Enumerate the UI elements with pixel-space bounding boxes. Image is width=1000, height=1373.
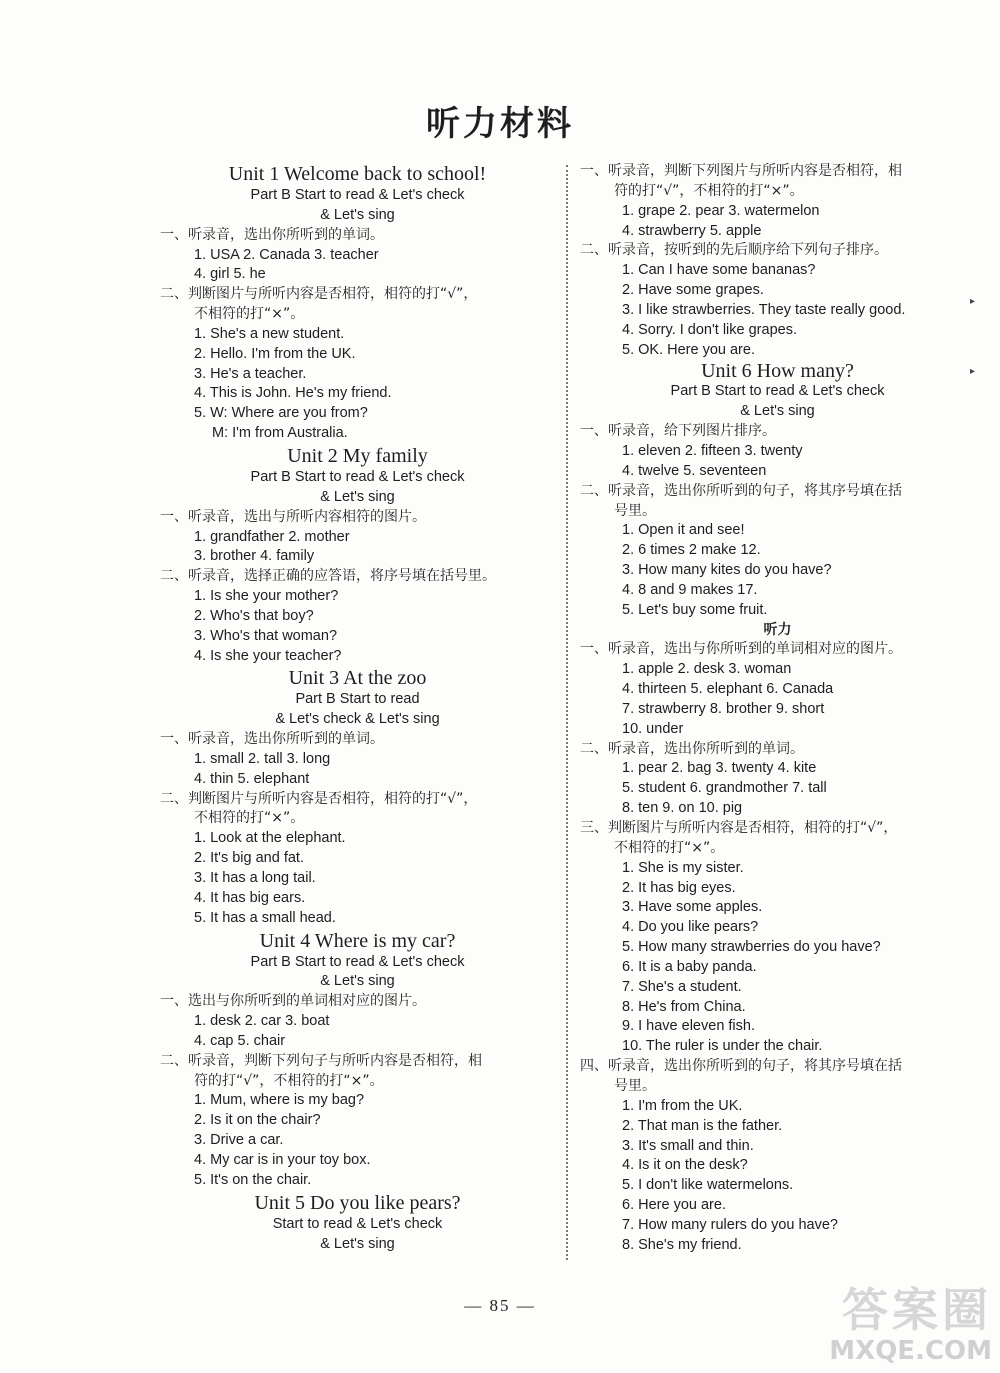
list-item: 4. My car is in your toy box. [194, 1151, 371, 1168]
list-item: 1. She is my sister. [622, 859, 744, 876]
list-item: 4. twelve 5. seventeen [622, 462, 767, 479]
list-item: 5. OK. Here you are. [622, 341, 755, 358]
list-item: 1. I'm from the UK. [622, 1097, 743, 1114]
column-divider [566, 165, 568, 1260]
list-item: 1. apple 2. desk 3. woman [622, 661, 792, 678]
list-item: 5. Let's buy some fruit. [622, 601, 768, 618]
list-item: 2. 6 times 2 make 12. [622, 542, 761, 559]
question-instruction: 一、听录音，选出与你所听到的单词相对应的图片。 [580, 641, 902, 658]
part-subheading: Start to read & Let's check [272, 1215, 443, 1232]
list-item: 6. It is a baby panda. [622, 958, 757, 975]
left-column [160, 162, 555, 1254]
list-item: 2. Have some grapes. [622, 282, 764, 299]
list-item: 4. Is it on the desk? [622, 1157, 748, 1174]
list-item: 5. student 6. grandmother 7. tall [622, 780, 827, 797]
list-item: 5. It's on the chair. [194, 1171, 312, 1188]
part-subheading: Part B Start to read & Let's check [670, 383, 885, 400]
part-subheading: & Let's sing [320, 488, 395, 505]
part-subheading: & Let's sing [320, 973, 395, 990]
list-item: 5. W: Where are you from? [194, 405, 368, 422]
part-subheading: & Let's sing [320, 1235, 395, 1252]
list-item: 2. It's big and fat. [194, 850, 304, 867]
list-item: 3. Who's that woman? [194, 627, 338, 644]
list-item: 2. Hello. I'm from the UK. [194, 345, 356, 362]
list-item: 3. Have some apples. [622, 899, 763, 916]
watermark-bottom: MXQE.COM [829, 1336, 992, 1366]
question-instruction-cont: 不相符的打“×”。 [614, 839, 725, 856]
part-subheading: & Let's sing [740, 403, 815, 420]
list-item: 1. eleven 2. fifteen 3. twenty [622, 442, 803, 459]
question-instruction-cont: 不相符的打“×”。 [194, 810, 305, 827]
list-item: 4. cap 5. chair [194, 1032, 286, 1049]
question-instruction: 二、听录音，选择正确的应答语，将序号填在括号里。 [160, 568, 496, 585]
question-instruction: 二、听录音，选出你所听到的单词。 [580, 740, 804, 757]
unit-heading: Unit 2 My family [287, 444, 428, 467]
section-heading: 听力 [763, 621, 792, 638]
list-item: 1. Look at the elephant. [194, 830, 346, 847]
page-title: 听力材料 [426, 104, 574, 144]
question-instruction: 四、听录音，选出你所听到的句子，将其序号填在括 [580, 1058, 902, 1075]
list-item: 5. It has a small head. [194, 909, 336, 926]
list-item: 7. strawberry 8. brother 9. short [622, 700, 825, 717]
question-instruction: 一、听录音，选出你所听到的单词。 [160, 731, 384, 748]
list-item: 4. Do you like pears? [622, 919, 759, 936]
unit-heading: Unit 6 How many? [701, 360, 854, 383]
question-instruction: 二、判断图片与所听内容是否相符，相符的打“√”， [160, 286, 478, 303]
list-item: 10. The ruler is under the chair. [622, 1038, 823, 1055]
list-item: M: I'm from Australia. [212, 425, 348, 442]
list-item: 3. It's small and thin. [622, 1137, 754, 1154]
question-instruction-cont: 号里。 [614, 502, 656, 519]
list-item: 1. Mum, where is my bag? [194, 1092, 365, 1109]
list-item: 3. It has a long tail. [194, 870, 316, 886]
list-item: 9. I have eleven fish. [622, 1018, 755, 1035]
list-item: 2. Who's that boy? [194, 607, 314, 624]
list-item: 8. ten 9. on 10. pig [622, 800, 743, 817]
list-item: 1. grape 2. pear 3. watermelon [622, 202, 820, 219]
list-item: 1. grandfather 2. mother [194, 528, 350, 545]
list-item: 3. I like strawberries. They taste really good. [622, 301, 906, 318]
list-item: 3. How many kites do you have? [622, 562, 832, 579]
list-item: 7. She's a student. [622, 978, 742, 995]
list-item: 2. It has big eyes. [622, 879, 736, 896]
list-item: 7. How many rulers do you have? [622, 1216, 838, 1233]
list-item: 3. He's a teacher. [194, 365, 307, 382]
list-item: 3. Drive a car. [194, 1132, 284, 1149]
question-instruction-cont: 符的打“√”，不相符的打“×”。 [614, 182, 804, 199]
list-item: 4. Is she your teacher? [194, 647, 342, 664]
unit-heading: Unit 5 Do you like pears? [254, 1191, 461, 1214]
list-item: 10. under [622, 720, 684, 737]
question-instruction: 一、选出与你所听到的单词相对应的图片。 [160, 993, 426, 1010]
list-item: 4. It has big ears. [194, 889, 306, 906]
question-instruction: 二、听录音，选出你所听到的句子，将其序号填在括 [580, 482, 902, 499]
unit-heading: Unit 1 Welcome back to school! [228, 163, 487, 185]
question-instruction: 一、听录音，选出与所听内容相符的图片。 [160, 508, 426, 525]
question-instruction: 三、判断图片与所听内容是否相符，相符的打“√”， [580, 820, 898, 836]
list-item: 2. That man is the father. [622, 1117, 783, 1134]
part-subheading: Part B Start to read & Let's check [250, 187, 465, 203]
right-column [580, 162, 975, 1256]
list-item: 1. small 2. tall 3. long [194, 750, 331, 767]
part-subheading: & Let's sing [320, 206, 395, 223]
list-item: 1. Is she your mother? [194, 588, 339, 605]
list-item: 6. Here you are. [622, 1197, 726, 1214]
list-item: 8. She's my friend. [622, 1236, 742, 1253]
question-instruction: 二、判断图片与所听内容是否相符，相符的打“√”， [160, 790, 478, 807]
list-item: 4. This is John. He's my friend. [194, 385, 392, 402]
part-subheading: Part B Start to read [295, 691, 420, 708]
list-item: 8. He's from China. [622, 998, 746, 1015]
unit-heading: Unit 4 Where is my car? [259, 929, 456, 952]
part-subheading: & Let's check & Let's sing [275, 711, 440, 728]
question-instruction: 二、听录音，判断下列句子与所听内容是否相符，相 [160, 1052, 482, 1069]
part-subheading: Part B Start to read & Let's check [250, 953, 465, 970]
list-item: 2. Is it on the chair? [194, 1112, 321, 1129]
list-item: 3. brother 4. family [194, 548, 315, 565]
list-item: 4. thirteen 5. elephant 6. Canada [622, 681, 834, 698]
question-instruction-cont: 符的打“√”，不相符的打“×”。 [194, 1072, 384, 1089]
part-subheading: Part B Start to read & Let's check [250, 468, 465, 485]
watermark-logo [742, 1284, 992, 1370]
page-number: — 85 — [464, 1296, 536, 1315]
list-item: 1. USA 2. Canada 3. teacher [194, 246, 379, 263]
list-item: 1. Open it and see! [622, 522, 745, 539]
list-item: 1. Can I have some bananas? [622, 262, 816, 279]
list-item: 4. Sorry. I don't like grapes. [622, 321, 797, 338]
list-item: 1. She's a new student. [194, 325, 345, 342]
margin-mark: ▸ [970, 366, 976, 377]
list-item: 5. How many strawberries do you have? [622, 939, 881, 956]
list-item: 1. desk 2. car 3. boat [194, 1013, 330, 1030]
watermark-top: 答案圈 [842, 1283, 992, 1337]
list-item: 4. 8 and 9 makes 17. [622, 581, 758, 598]
question-instruction: 一、听录音，判断下列图片与所听内容是否相符，相 [580, 163, 902, 179]
question-instruction-cont: 不相符的打“×”。 [194, 306, 305, 323]
question-instruction: 二、听录音，按听到的先后顺序给下列句子排序。 [580, 242, 888, 259]
list-item: 5. I don't like watermelons. [622, 1177, 794, 1194]
question-instruction-cont: 号里。 [614, 1077, 656, 1094]
list-item: 4. thin 5. elephant [194, 770, 310, 787]
question-instruction: 一、听录音，选出你所听到的单词。 [160, 226, 384, 243]
question-instruction: 一、听录音，给下列图片排序。 [580, 423, 776, 440]
unit-heading: Unit 3 At the zoo [288, 667, 427, 690]
list-item: 4. strawberry 5. apple [622, 222, 762, 239]
list-item: 4. girl 5. he [194, 266, 266, 283]
list-item: 1. pear 2. bag 3. twenty 4. kite [622, 760, 817, 777]
margin-mark: ▸ [970, 296, 976, 307]
